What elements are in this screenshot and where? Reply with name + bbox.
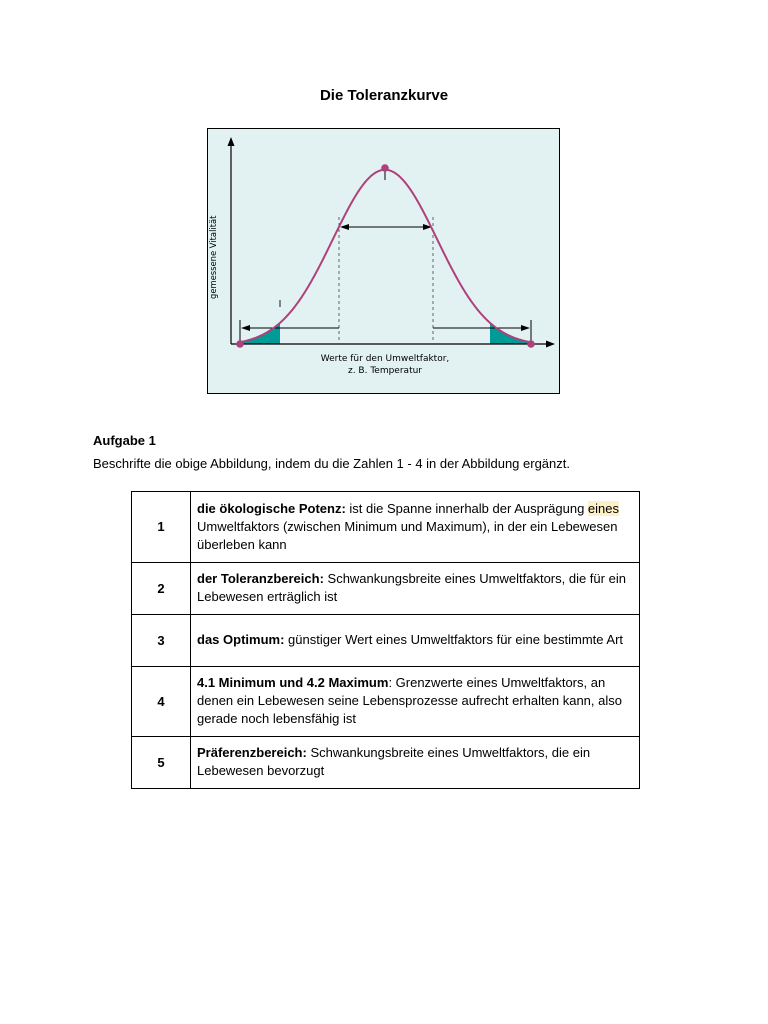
row-definition xyxy=(191,492,640,563)
row-definition xyxy=(191,667,640,737)
row-definition xyxy=(191,563,640,615)
x-axis-label-line1: Werte für den Umweltfaktor, xyxy=(320,354,450,364)
row-number: 1 xyxy=(132,492,191,563)
table-row xyxy=(132,563,640,615)
row-definition xyxy=(191,737,640,789)
highlighted-word: eines xyxy=(587,500,619,516)
row-number: 4 xyxy=(132,667,191,737)
definition-text: ist die Spanne innerhalb der Ausprägung xyxy=(345,500,588,516)
definition-text: günstiger Wert eines Umweltfaktors für eine bestimmte Art xyxy=(284,632,624,647)
definition-text: Umweltfaktors (zwischen Minimum und Maximum), in der ein Lebewesen überleben kann xyxy=(197,518,618,552)
definition-term: der Toleranzbereich: xyxy=(197,571,324,586)
table-row xyxy=(132,667,640,737)
row-number: 3 xyxy=(132,615,191,667)
minimum-point xyxy=(236,340,244,348)
y-axis-label: gemessene Vitalität xyxy=(208,215,218,299)
tolerance-curve-figure xyxy=(207,128,560,394)
definition-text: : Grenzwerte eines Umweltfaktors, an denen ein Lebewesen seine Lebensprozesse aufrecht erhalten kann, also gerade noch lebensfähig ist xyxy=(197,675,622,726)
definition-term: das Optimum: xyxy=(197,632,285,647)
task-heading: Aufgabe 1 xyxy=(93,433,156,448)
definition-term: die ökologische Potenz: xyxy=(197,500,346,516)
row-definition xyxy=(191,615,640,667)
row-number: 2 xyxy=(132,563,191,615)
x-axis-label-line2: z. B. Temperatur xyxy=(347,366,423,376)
optimum-point xyxy=(381,164,389,172)
definition-text: Schwankungsbreite eines Umweltfaktors, die für ein Lebewesen erträglich ist xyxy=(197,571,626,604)
page-title: Die Toleranzkurve xyxy=(319,87,449,104)
maximum-point xyxy=(527,340,535,348)
table-row xyxy=(132,615,640,667)
definition-term: 4.1 Minimum und 4.2 Maximum xyxy=(197,675,389,690)
definition-text: Schwankungsbreite eines Umweltfaktors, die ein Lebewesen bevorzugt xyxy=(197,745,591,778)
task-instruction: Beschrifte die obige Abbildung, indem du die Zahlen 1 - 4 in der Abbildung ergänzt. xyxy=(93,456,570,471)
definitions-table xyxy=(131,491,640,789)
table-row xyxy=(132,492,640,563)
definition-term: Präferenzbereich: xyxy=(197,745,307,760)
table-row xyxy=(132,737,640,789)
row-number: 5 xyxy=(132,737,191,789)
